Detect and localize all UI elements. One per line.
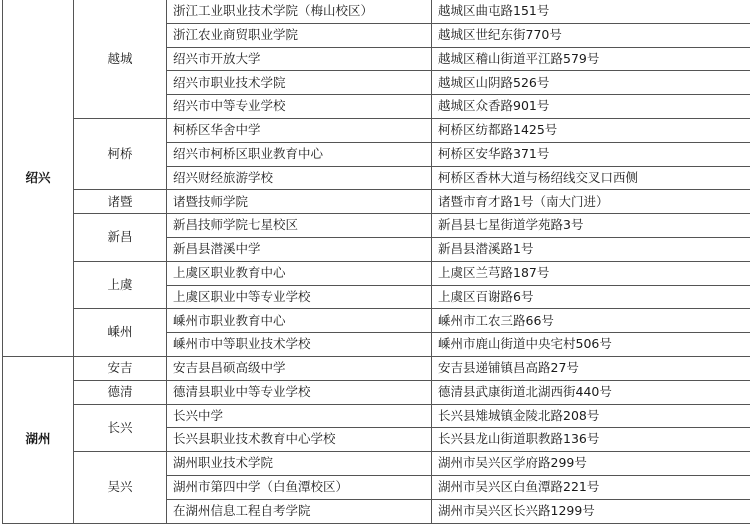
- school-address-cell: 越城区曲屯路151号: [432, 0, 750, 23]
- school-name-cell: 上虞区职业教育中心: [167, 261, 432, 285]
- table-row: [3, 118, 750, 142]
- school-address-cell: 上虞区百谢路6号: [432, 285, 750, 309]
- school-name-cell: 诸暨技师学院: [167, 190, 432, 214]
- school-address-cell: 新昌县潜溪路1号: [432, 237, 750, 261]
- school-address-cell: 柯桥区纺都路1425号: [432, 118, 750, 142]
- school-address-cell: 嵊州市鹿山街道中央宅村506号: [432, 333, 750, 357]
- table-row: [3, 214, 750, 238]
- district-cell: 德清: [74, 380, 167, 404]
- school-name-cell: 浙江工业职业技术学院（梅山校区）: [167, 0, 432, 23]
- school-address-cell: 越城区山阴路526号: [432, 71, 750, 95]
- exam-sites-table-container: [2, 0, 746, 524]
- school-address-cell: 新昌县七星街道学苑路3号: [432, 214, 750, 238]
- district-cell: 安吉: [74, 356, 167, 380]
- school-name-cell: 长兴县职业技术教育中心学校: [167, 428, 432, 452]
- table-row: [3, 356, 750, 380]
- school-name-cell: 浙江农业商贸职业学院: [167, 23, 432, 47]
- district-cell: 越城: [74, 0, 167, 118]
- table-row: [3, 380, 750, 404]
- school-address-cell: 安吉县递铺镇昌高路27号: [432, 356, 750, 380]
- school-address-cell: 柯桥区香林大道与杨绍线交叉口西侧: [432, 166, 750, 190]
- school-address-cell: 越城区众香路901号: [432, 95, 750, 119]
- school-address-cell: 越城区稽山街道平江路579号: [432, 47, 750, 71]
- school-address-cell: 湖州市吴兴区白鱼潭路221号: [432, 475, 750, 499]
- table-row: [3, 0, 750, 23]
- school-address-cell: 湖州市吴兴区学府路299号: [432, 452, 750, 476]
- school-name-cell: 嵊州市职业教育中心: [167, 309, 432, 333]
- table-row: [3, 261, 750, 285]
- school-address-cell: 湖州市吴兴区长兴路1299号: [432, 499, 750, 523]
- district-cell: 新昌: [74, 214, 167, 262]
- district-cell: 长兴: [74, 404, 167, 452]
- school-name-cell: 绍兴市职业技术学院: [167, 71, 432, 95]
- school-name-cell: 上虞区职业中等专业学校: [167, 285, 432, 309]
- school-name-cell: 在湖州信息工程自考学院: [167, 499, 432, 523]
- table-row: [3, 190, 750, 214]
- school-address-cell: 越城区世纪东街770号: [432, 23, 750, 47]
- school-name-cell: 长兴中学: [167, 404, 432, 428]
- district-cell: 诸暨: [74, 190, 167, 214]
- school-address-cell: 上虞区兰芎路187号: [432, 261, 750, 285]
- school-address-cell: 长兴县龙山街道职教路136号: [432, 428, 750, 452]
- school-address-cell: 嵊州市工农三路66号: [432, 309, 750, 333]
- city-cell: 绍兴: [3, 0, 74, 356]
- school-name-cell: 新昌技师学院七星校区: [167, 214, 432, 238]
- school-address-cell: 柯桥区安华路371号: [432, 142, 750, 166]
- school-name-cell: 湖州职业技术学院: [167, 452, 432, 476]
- school-name-cell: 嵊州市中等职业技术学校: [167, 333, 432, 357]
- school-name-cell: 柯桥区华舍中学: [167, 118, 432, 142]
- school-name-cell: 绍兴市中等专业学校: [167, 95, 432, 119]
- district-cell: 上虞: [74, 261, 167, 309]
- city-cell: 湖州: [3, 356, 74, 523]
- school-name-cell: 德清县职业中等专业学校: [167, 380, 432, 404]
- district-cell: 吴兴: [74, 452, 167, 523]
- school-name-cell: 新昌县潜溪中学: [167, 237, 432, 261]
- table-body: [3, 0, 750, 523]
- district-cell: 柯桥: [74, 118, 167, 189]
- school-name-cell: 安吉县昌硕高级中学: [167, 356, 432, 380]
- table-row: [3, 404, 750, 428]
- exam-sites-table: [2, 0, 750, 524]
- school-address-cell: 长兴县雉城镇金陵北路208号: [432, 404, 750, 428]
- school-name-cell: 绍兴市柯桥区职业教育中心: [167, 142, 432, 166]
- school-name-cell: 绍兴市开放大学: [167, 47, 432, 71]
- school-address-cell: 诸暨市育才路1号（南大门进）: [432, 190, 750, 214]
- district-cell: 嵊州: [74, 309, 167, 357]
- school-name-cell: 湖州市第四中学（白鱼潭校区）: [167, 475, 432, 499]
- table-row: [3, 309, 750, 333]
- school-name-cell: 绍兴财经旅游学校: [167, 166, 432, 190]
- table-row: [3, 452, 750, 476]
- school-address-cell: 德清县武康街道北湖西街440号: [432, 380, 750, 404]
